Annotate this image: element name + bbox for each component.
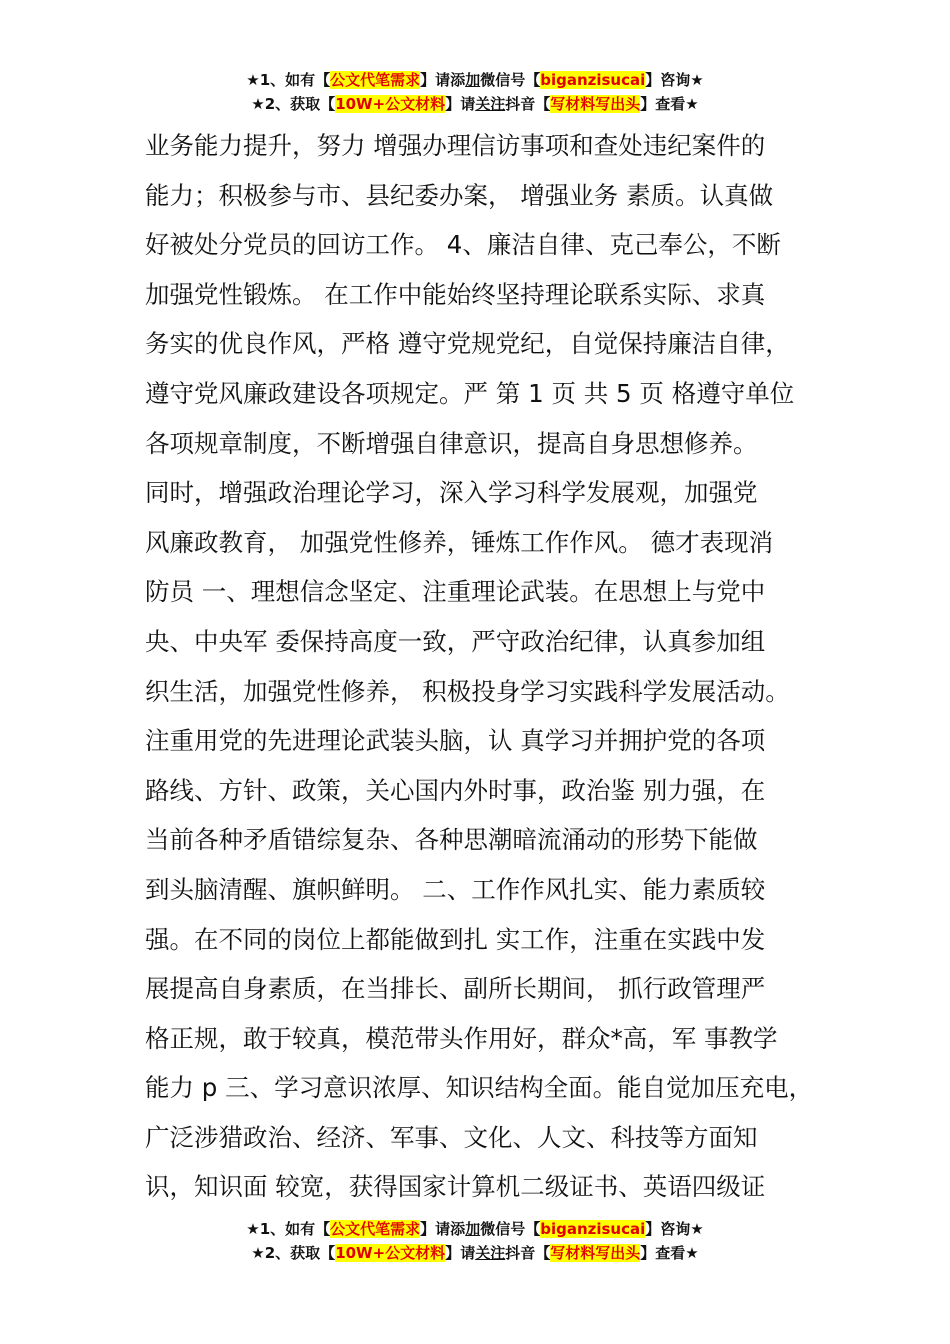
banner-text: 】请 — [445, 95, 476, 113]
banner-highlight: 公文代笔需求 — [330, 71, 421, 89]
body-line: 展提高自身素质，在当排长、副所长期间， 抓行政管理严 — [145, 974, 766, 1004]
banner-text: 】咨询★ — [645, 71, 704, 89]
banner-underlined: 加 — [465, 1220, 481, 1238]
body-line: 能力 p 三、学习意识浓厚、知识结构全面。能自觉加压充电， — [145, 1073, 814, 1103]
banner-highlight: biganzisucai — [540, 71, 646, 89]
banner-text: 】查看★ — [640, 1244, 699, 1262]
banner-text: ★1、如有【 — [246, 71, 331, 89]
body-line: 加强党性锻炼。 在工作中能始终坚持理论联系实际、求真 — [145, 279, 766, 309]
banner-highlight: 10W+公文材料 — [335, 1244, 446, 1262]
body-line: 强。在不同的岗位上都能做到扎 实工作，注重在实践中发 — [145, 924, 766, 954]
body-line: 各项规章制度，不断增强自律意识，提高自身思想修养。 — [145, 428, 758, 458]
banner-line-1 — [0, 1217, 950, 1241]
banner-text: 微信号【 — [480, 71, 541, 89]
body-line: 识，知识面 较宽，获得国家计算机二级证书、英语四级证 — [145, 1172, 766, 1202]
banner-highlight: 写材料写出头 — [550, 1244, 641, 1262]
body-line: 央、中央军 委保持高度一致，严守政治纪律，认真参加组 — [145, 626, 766, 656]
banner-line-2 — [0, 1241, 950, 1265]
banner-line-2 — [0, 92, 950, 116]
banner-text: 】请添 — [420, 71, 466, 89]
body-line: 织生活，加强党性修养， 积极投身学习实践科学发展活动。 — [145, 676, 790, 706]
body-line: 防员 一、理想信念坚定、注重理论武装。在思想上与党中 — [145, 577, 766, 607]
body-line: 到头脑清醒、旗帜鲜明。 二、工作作风扎实、能力素质较 — [145, 874, 766, 904]
banner-text: 】咨询★ — [645, 1220, 704, 1238]
banner-text: ★2、获取【 — [251, 1244, 336, 1262]
header-banner — [0, 68, 950, 116]
body-line: 风廉政教育， 加强党性修养，锤炼工作作风。 德才表现消 — [145, 527, 774, 557]
body-line: 同时，增强政治理论学习，深入学习科学发展观，加强党 — [145, 478, 758, 508]
body-line: 注重用党的先进理论武装头脑，认 真学习并拥护党的各项 — [145, 726, 766, 756]
banner-highlight: biganzisucai — [540, 1220, 646, 1238]
body-line: 格正规，敢于较真，模范带头作用好，群众*高，军 事教学 — [145, 1023, 778, 1053]
banner-highlight: 写材料写出头 — [550, 95, 641, 113]
banner-highlight: 公文代笔需求 — [330, 1220, 421, 1238]
document-body — [145, 121, 845, 1212]
body-line: 业务能力提升，努力 增强办理信访事项和查处违纪案件的 — [145, 131, 766, 160]
body-line: 广泛涉猎政治、经济、军事、文化、人文、科技等方面知 — [145, 1122, 758, 1152]
body-line: 能力；积极参与市、县纪委办案， 增强业务 素质。认真做 — [145, 180, 774, 210]
body-line: 遵守党风廉政建设各项规定。严 第 1 页 共 5 页 格遵守单位 — [145, 378, 795, 408]
banner-underlined: 关注 — [475, 95, 506, 113]
footer-banner — [0, 1217, 950, 1265]
banner-underlined: 加 — [465, 71, 481, 89]
body-line: 当前各种矛盾错综复杂、各种思潮暗流涌动的形势下能做 — [145, 825, 758, 855]
banner-text: ★1、如有【 — [246, 1220, 331, 1238]
body-line: 务实的优良作风，严格 遵守党规党纪，自觉保持廉洁自律， — [145, 329, 790, 359]
banner-text: 】查看★ — [640, 95, 699, 113]
banner-text: 】请 — [445, 1244, 476, 1262]
body-line: 路线、方针、政策，关心国内外时事，政治鉴 别力强，在 — [145, 775, 766, 805]
banner-text: ★2、获取【 — [251, 95, 336, 113]
banner-highlight: 10W+公文材料 — [335, 95, 446, 113]
banner-text: 】请添 — [420, 1220, 466, 1238]
banner-text: 抖音【 — [505, 95, 551, 113]
banner-text: 抖音【 — [505, 1244, 551, 1262]
banner-underlined: 关注 — [475, 1244, 506, 1262]
body-line: 好被处分党员的回访工作。 4、廉洁自律、克己奉公，不断 — [145, 230, 781, 260]
banner-text: 微信号【 — [480, 1220, 541, 1238]
banner-line-1 — [0, 68, 950, 92]
